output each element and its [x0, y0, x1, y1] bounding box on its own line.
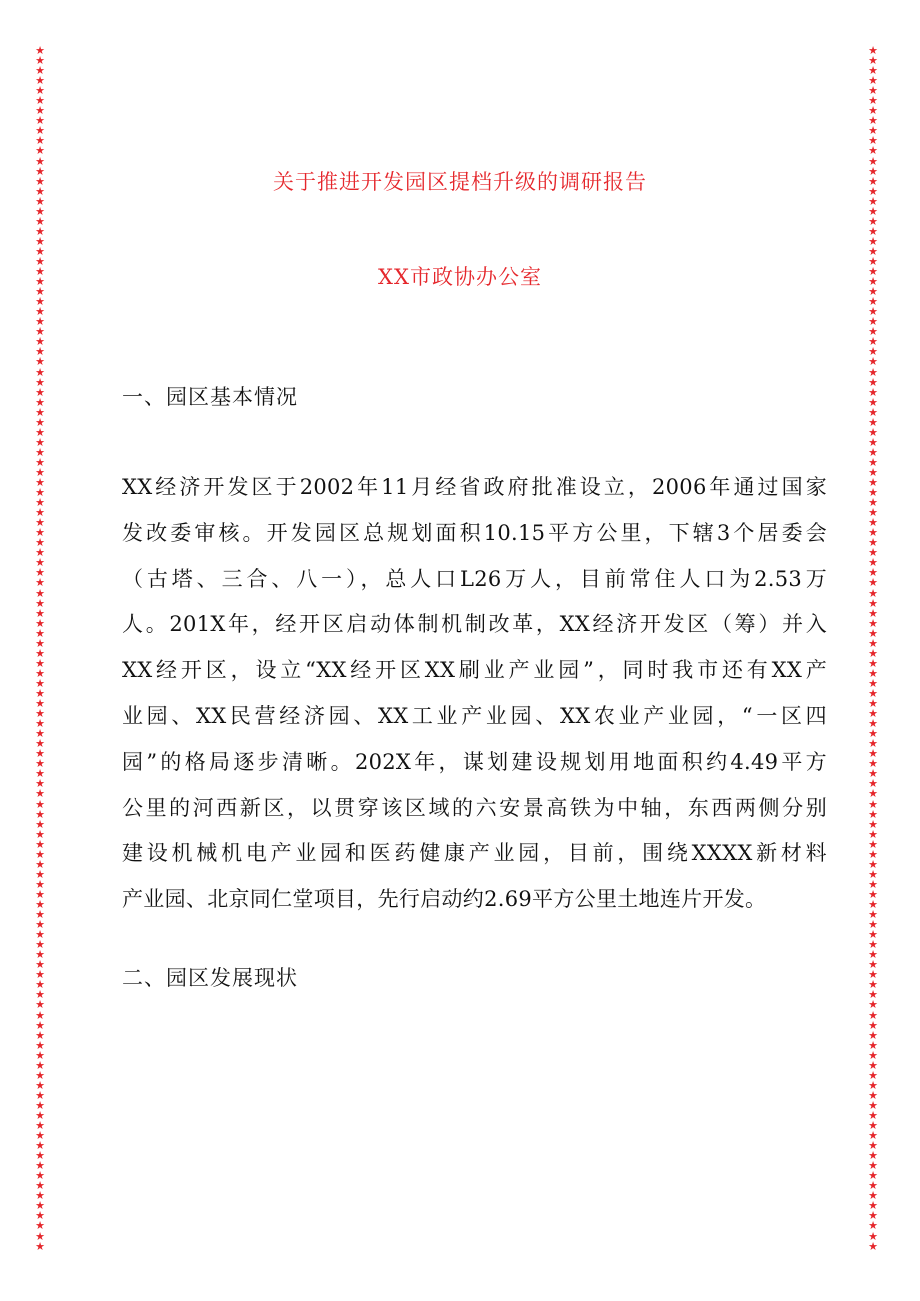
section-1-heading: 一、园区基本情况: [122, 385, 298, 409]
section-2-heading: 二、园区发展现状: [122, 966, 298, 990]
body-line: 人。201X年，经开区启动体制机制改革，XX经济开发区（筹）并入: [122, 612, 827, 637]
section-1-body: [122, 472, 827, 930]
body-line: XX经开区，设立“XX经开区XX刷业产业园”，同时我市还有XX产: [122, 658, 827, 683]
body-line: XX经济开发区于2002年11月经省政府批准设立，2006年通过国家: [122, 475, 827, 499]
body-line: 产业园、北京同仁堂项目，先行启动约2.69平方公里土地连片开发。: [122, 887, 767, 912]
left-star-border: ★ ★ ★ ★ ★ ★ ★ ★ ★ ★ ★ ★ ★ ★ ★ ★ ★ ★ ★ ★ ★ ★ ★ ★ ★ ★ ★ ★ ★ ★ ★ ★ ★ ★ ★ ★ ★ ★ ★ ★ ★ ★ ★ ★ ★ ★ ★ ★ ★ ★ ★ ★ ★ ★ ★ ★ ★ ★ ★ ★ ★ ★ ★ ★ ★ ★ ★ ★ ★ ★ ★ ★ ★ ★ ★ ★ ★ ★ ★ ★ ★ ★ ★ ★ ★ ★ ★ ★ ★ ★ ★ ★ ★ ★ ★ ★ ★ ★ ★ ★ ★ ★ ★ ★ ★ ★ ★ ★ ★ ★ ★ ★ ★ ★ ★ ★ ★ ★ ★ ★: [35, 46, 45, 1252]
body-line: 业园、XX民营经济园、XX工业产业园、XX农业产业园，“一区四: [122, 703, 827, 728]
body-line: 园”的格局逐步清晰。202X年，谋划建设规划用地面积约4.49平方: [122, 749, 827, 774]
document-title: 关于推进开发园区提档升级的调研报告: [273, 170, 647, 194]
body-line: （古塔、三合、八一），总人口L26万人，目前常住人口为2.53万: [122, 566, 827, 591]
document-organization: XX市政协办公室: [378, 265, 542, 289]
body-line: 公里的河西新区，以贯穿该区域的六安景高铁为中轴，东西两侧分别: [122, 795, 827, 820]
body-line: 发改委审核。开发园区总规划面积10.15平方公里，下辖3个居委会: [122, 520, 827, 545]
body-line: 建设机械机电产业园和医药健康产业园，目前，围绕XXXX新材料: [122, 841, 827, 866]
right-star-border: ★ ★ ★ ★ ★ ★ ★ ★ ★ ★ ★ ★ ★ ★ ★ ★ ★ ★ ★ ★ ★ ★ ★ ★ ★ ★ ★ ★ ★ ★ ★ ★ ★ ★ ★ ★ ★ ★ ★ ★ ★ ★ ★ ★ ★ ★ ★ ★ ★ ★ ★ ★ ★ ★ ★ ★ ★ ★ ★ ★ ★ ★ ★ ★ ★ ★ ★ ★ ★ ★ ★ ★ ★ ★ ★ ★ ★ ★ ★ ★ ★ ★ ★ ★ ★ ★ ★ ★ ★ ★ ★ ★ ★ ★ ★ ★ ★ ★ ★ ★ ★ ★ ★ ★ ★ ★ ★ ★ ★ ★ ★ ★ ★ ★ ★ ★ ★ ★ ★ ★: [868, 46, 878, 1252]
